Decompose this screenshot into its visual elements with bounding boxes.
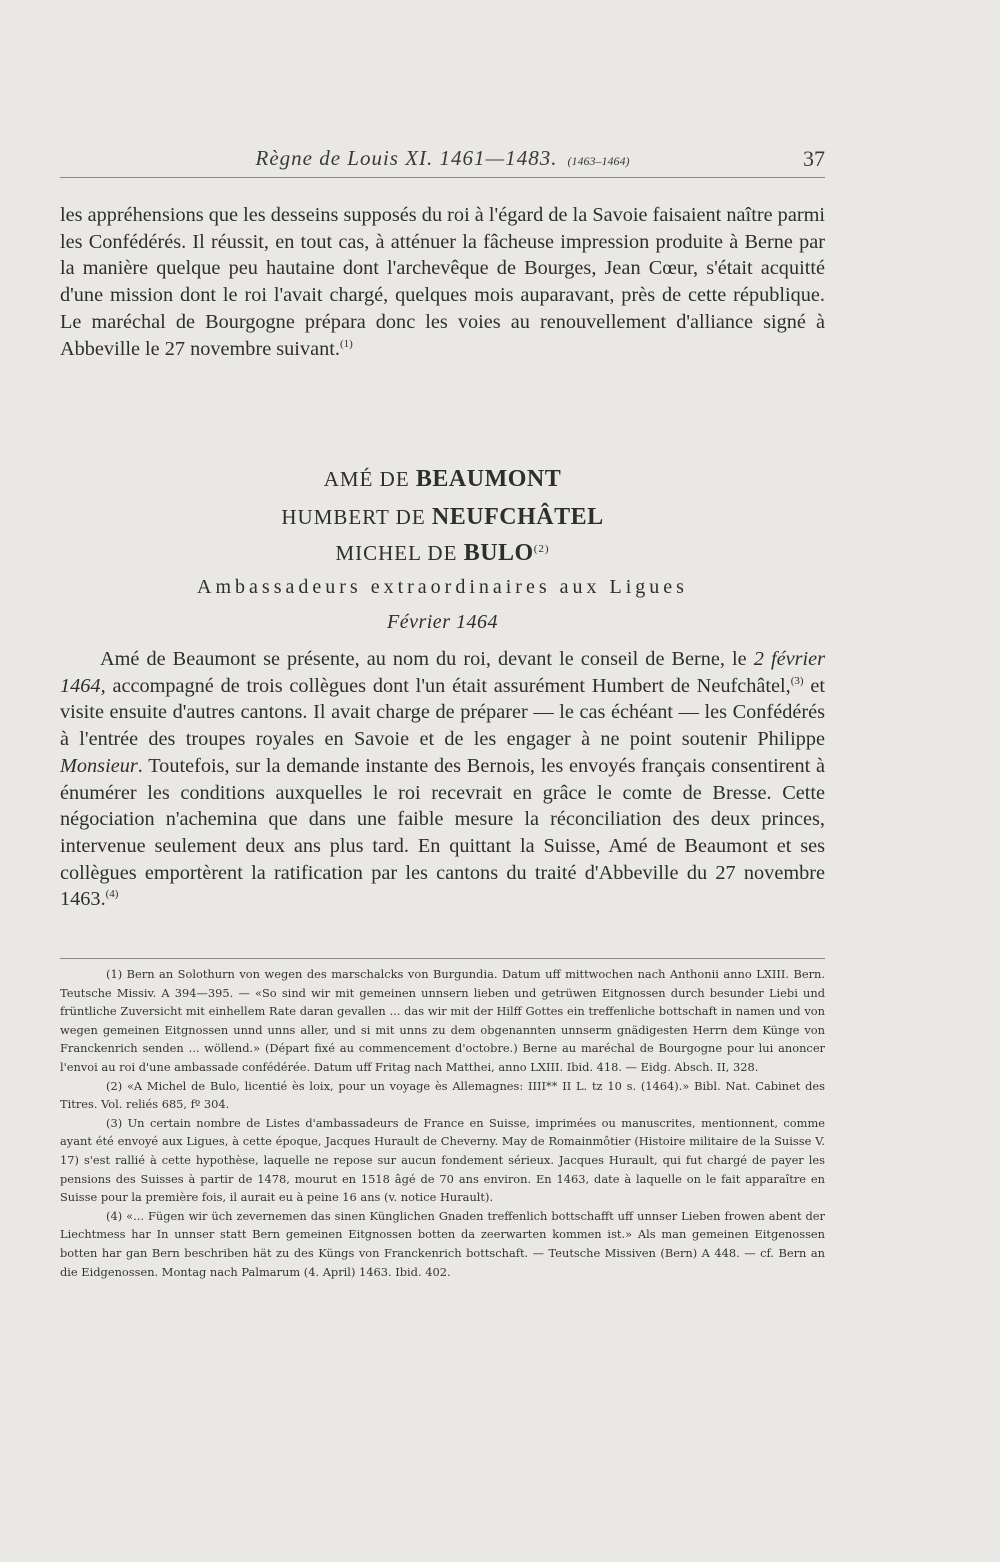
- footnote-2-marker: (2): [106, 1078, 123, 1093]
- main-paragraph-date: 2 février 1464,: [60, 648, 826, 697]
- opening-paragraph-text: les appréhensions que les desseins supposés du roi à l'égard de la Savoie faisaient naître parmi les Confédérés. Il réussit, en tout cas, à atténuer la fâcheuse impression produite à Berne par la manière quelque peu hautaine dont l'archevêque de Bourges, Jean Cœur, s'était acquitté d'une mission dont le roi l'avait chargé, quelques mois auparavant, près de cette république. Le maréchal de Bourgogne prépara donc les voies au renouvellement d'alliance signé à Abbeville le 27 novembre suivant.: [60, 204, 825, 360]
- header-rule: [60, 177, 825, 178]
- opening-paragraph: [60, 202, 825, 362]
- running-head: [60, 146, 825, 176]
- main-paragraph-monsieur: Monsieur: [60, 754, 138, 777]
- footnote-ref-2: (2): [533, 543, 550, 555]
- footnote-3-marker: (3): [106, 1115, 123, 1130]
- footnote-1-text: Bern an Solothurn von wegen des marschalcks von Burgundia. Datum uff mittwochen nach Anthonii anno LXIII. Bern. Teutsche Missiv. A 394—395. — «So sind wir mit gemeinen unnsern lieben und getrüwen Eitgnossen durch besunder Liebi und früntliche Zuversicht mit einhellem Rate daran gevallen ... das wir mit der Hilff Gottes ein treffenliche bottschaft in namen und von wegen gemeinen Eitgnossen unnd unns aller, und si mit unns zu dem obgenannten unnserm gnädigesten Herrn dem Künge von Franckenrich senden ... wöllend.» (Départ fixé au commencement d'octobre.) Berne au maréchal de Bourgogne pour lui anoncer l'envoi au roi d'une ambassade confédérée. Datum uff Fritag nach Matthei, anno LXIII. Ibid. 418. — Eidg. Absch. II, 328.: [60, 967, 825, 1074]
- heading-role: Ambassadeurs extraordinaires aux Ligues: [197, 576, 688, 598]
- footnote-ref-4: (4): [105, 888, 119, 901]
- main-paragraph-part-4: . Toutefois, sur la demande instante des Bernois, les envoyés français consentirent à énumérer les conditions auxquelles le roi recevrait en grâce le comte de Bresse. Cette négociation n'achemina que dans une faible mesure la réconciliation des deux princes, intervenue seulement deux ans plus tard. En quittant la Suisse, Amé de Beaumont et ses collègues emportèrent la ratification par les cantons du traité d'Abbeville du 27 novembre 1463.: [60, 754, 825, 911]
- main-paragraph-part-1: Amé de Beaumont se présente, au nom du roi, devant le conseil de Berne, le: [100, 648, 754, 670]
- footnote-4-marker: (4): [106, 1208, 123, 1223]
- footnote-4: [60, 1207, 825, 1281]
- heading-2-prefix: HUMBERT DE: [281, 505, 426, 529]
- heading-ambassador-1: [60, 466, 825, 493]
- footnote-2: [60, 1077, 825, 1114]
- footnote-3: [60, 1114, 825, 1207]
- footnote-ref-3: (3): [790, 674, 804, 687]
- main-paragraph: [60, 646, 825, 913]
- heading-1-name: BEAUMONT: [415, 466, 562, 492]
- page-number: 37: [803, 146, 825, 171]
- heading-3-name: BULO: [463, 540, 534, 566]
- main-paragraph-part-3: et visite ensuite d'autres cantons. Il avait charge de préparer — le cas échéant — les Confédérés à l'entrée des troupes royales en Savoie et de les engager à ne point soutenir Philippe: [60, 674, 825, 751]
- footnote-2-text: «A Michel de Bulo, licentié ès loix, pour un voyage ès Allemagnes: IIII** II L. tz 10 s. (1464).» Bibl. Nat. Cabinet des Titres. Vol. reliés 685, fº 304.: [60, 1078, 825, 1112]
- heading-ambassador-3: [60, 540, 825, 567]
- running-head-title-text: Règne de Louis XI. 1461—1483.: [255, 146, 558, 170]
- heading-3-prefix: MICHEL DE: [335, 541, 458, 565]
- footnote-3-text: Un certain nombre de Listes d'ambassadeurs de France en Suisse, imprimées ou manuscrites, mentionnent, comme ayant été envoyé aux Ligues, à cette époque, Jacques Hurault de Cheverny. May de Romainmôtier (Histoire militaire de la Suisse V. 17) s'est rallié à cette hypothèse, laquelle ne repose sur aucun fondement sérieux. Jacques Hurault, qui fut chargé de payer les pensions des Suisses à partir de 1478, mourut en 1518 âgé de 70 ans environ. En 1463, date à laquelle on le fait apparaître en Suisse pour la première fois, il aurait eu à peine 16 ans (v. notice Hurault).: [60, 1115, 825, 1205]
- footnote-ref-1: (1): [339, 337, 353, 350]
- running-head-dates: (1463–1464): [567, 154, 630, 168]
- footnote-1-marker: (1): [106, 967, 123, 981]
- heading-ambassador-2: [60, 504, 825, 531]
- heading-1-prefix: AMÉ DE: [323, 467, 410, 491]
- main-paragraph-part-2: accompagné de trois collègues dont l'un était assurément Humbert de Neufchâtel,: [105, 674, 791, 697]
- running-head-title: [60, 146, 825, 171]
- footnotes: [60, 965, 825, 1281]
- footnote-rule: [60, 958, 825, 959]
- heading-2-name: NEUFCHÂTEL: [431, 504, 604, 530]
- heading-date: Février 1464: [387, 611, 498, 633]
- footnote-1: [60, 965, 825, 1077]
- footnote-4-text: «... Fügen wir üch zevernemen das sinen Künglichen Gnaden treffenlich bottschafft uff unnser Lieben frowen abent der Liechtmess har In unnser statt Bern gemeinen Eitgnossen botten da zeerwarten kommen ist.» Als man gemeinen Eitgenossen botten har gan Bern beschriben hät zu des Küngs von Franckenrich bottschaft. — Teutsche Missiven (Bern) A 448. — cf. Bern an die Eidgenossen. Montag nach Palmarum (4. April) 1463. Ibid. 402.: [60, 1208, 825, 1279]
